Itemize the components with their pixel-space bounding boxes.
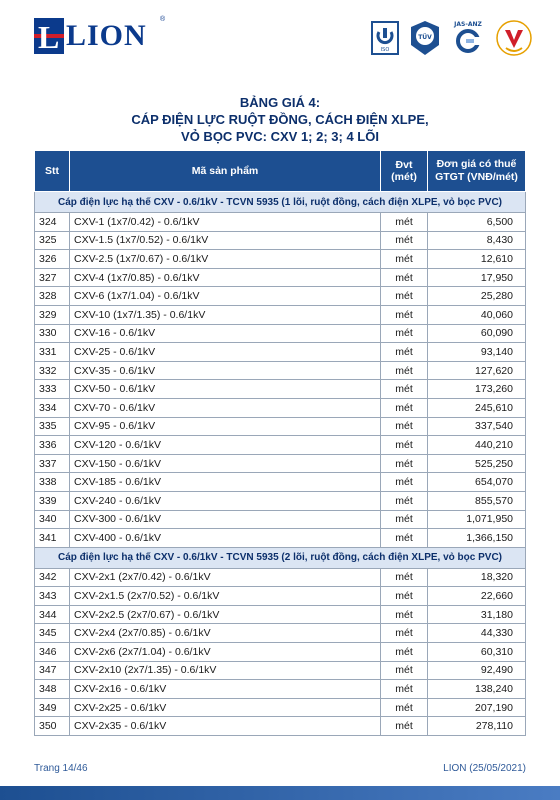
cell-price: 6,500 (428, 213, 526, 232)
cell-product-code: CXV-6 (1x7/1.04) - 0.6/1kV (70, 287, 381, 306)
cell-unit: mét (381, 231, 428, 250)
svg-text:TÜV: TÜV (418, 34, 432, 41)
cell-stt: 334 (35, 398, 70, 417)
cell-stt: 337 (35, 454, 70, 473)
cell-product-code: CXV-120 - 0.6/1kV (70, 436, 381, 455)
svg-text:JAS-ANZ: JAS-ANZ (454, 21, 482, 28)
table-group-row (35, 547, 526, 568)
cell-product-code: CXV-2x1 (2x7/0.42) - 0.6/1kV (70, 568, 381, 587)
cell-product-code: CXV-185 - 0.6/1kV (70, 473, 381, 492)
table-row (35, 398, 526, 417)
table-row (35, 605, 526, 624)
cell-price: 440,210 (428, 436, 526, 455)
table-row (35, 529, 526, 548)
cell-unit: mét (381, 587, 428, 606)
cell-price: 173,260 (428, 380, 526, 399)
certification-logos (368, 18, 534, 58)
cell-stt: 349 (35, 698, 70, 717)
cell-price: 25,280 (428, 287, 526, 306)
cell-product-code: CXV-35 - 0.6/1kV (70, 361, 381, 380)
table-row (35, 305, 526, 324)
table-row (35, 213, 526, 232)
cell-stt: 345 (35, 624, 70, 643)
cell-price: 18,320 (428, 568, 526, 587)
table-row (35, 380, 526, 399)
cell-unit: mét (381, 343, 428, 362)
cell-price: 60,310 (428, 643, 526, 662)
brand-logo (34, 18, 147, 54)
cell-product-code: CXV-400 - 0.6/1kV (70, 529, 381, 548)
page-footer (0, 757, 560, 800)
cell-stt: 341 (35, 529, 70, 548)
cell-product-code: CXV-2x35 - 0.6/1kV (70, 717, 381, 736)
cell-product-code: CXV-240 - 0.6/1kV (70, 491, 381, 510)
cell-price: 138,240 (428, 680, 526, 699)
cell-stt: 335 (35, 417, 70, 436)
table-row (35, 417, 526, 436)
table-row (35, 491, 526, 510)
header-price: Đơn giá có thuế GTGT (VNĐ/mét) (428, 151, 526, 192)
table-row (35, 473, 526, 492)
cell-stt: 338 (35, 473, 70, 492)
cell-unit: mét (381, 491, 428, 510)
cell-unit: mét (381, 324, 428, 343)
cell-unit: mét (381, 661, 428, 680)
cell-price: 855,570 (428, 491, 526, 510)
cell-unit: mét (381, 568, 428, 587)
cell-price: 92,490 (428, 661, 526, 680)
cell-product-code: CXV-2x25 - 0.6/1kV (70, 698, 381, 717)
cell-stt: 333 (35, 380, 70, 399)
table-row (35, 643, 526, 662)
cell-unit: mét (381, 398, 428, 417)
cell-unit: mét (381, 473, 428, 492)
cell-price: 60,090 (428, 324, 526, 343)
cell-price: 207,190 (428, 698, 526, 717)
cell-price: 40,060 (428, 305, 526, 324)
cell-product-code: CXV-2x2.5 (2x7/0.67) - 0.6/1kV (70, 605, 381, 624)
cell-price: 22,660 (428, 587, 526, 606)
group-title: Cáp điện lực hạ thế CXV - 0.6/1kV - TCVN 5935 (1 lõi, ruột đồng, cách điện XLPE, vỏ bọc PVC) (35, 192, 526, 213)
cell-unit: mét (381, 268, 428, 287)
title-line-2: CÁP ĐIỆN LỰC RUỘT ĐỒNG, CÁCH ĐIỆN XLPE, (131, 112, 429, 127)
table-row (35, 510, 526, 529)
cell-stt: 327 (35, 268, 70, 287)
cell-stt: 331 (35, 343, 70, 362)
table-row (35, 287, 526, 306)
tuv-cert-icon (408, 18, 442, 58)
table-row (35, 454, 526, 473)
cell-product-code: CXV-150 - 0.6/1kV (70, 454, 381, 473)
header-stt: Stt (35, 151, 70, 192)
cell-unit: mét (381, 717, 428, 736)
logo-mark-icon: L (34, 18, 64, 54)
cell-stt: 332 (35, 361, 70, 380)
price-table (34, 150, 526, 736)
cell-unit: mét (381, 680, 428, 699)
cell-price: 278,110 (428, 717, 526, 736)
cell-stt: 343 (35, 587, 70, 606)
cell-stt: 348 (35, 680, 70, 699)
jas-anz-cert-icon (448, 18, 488, 58)
cell-unit: mét (381, 361, 428, 380)
cell-unit: mét (381, 605, 428, 624)
cell-product-code: CXV-300 - 0.6/1kV (70, 510, 381, 529)
cell-price: 245,610 (428, 398, 526, 417)
cell-unit: mét (381, 624, 428, 643)
cell-unit: mét (381, 643, 428, 662)
registered-mark: ® (160, 16, 166, 23)
cell-unit: mét (381, 698, 428, 717)
cell-price: 12,610 (428, 250, 526, 269)
cell-product-code: CXV-2.5 (1x7/0.67) - 0.6/1kV (70, 250, 381, 269)
cell-stt: 328 (35, 287, 70, 306)
cell-stt: 347 (35, 661, 70, 680)
cell-stt: 342 (35, 568, 70, 587)
cell-stt: 329 (35, 305, 70, 324)
cell-product-code: CXV-4 (1x7/0.85) - 0.6/1kV (70, 268, 381, 287)
page-header (0, 0, 560, 70)
table-row (35, 624, 526, 643)
cell-stt: 346 (35, 643, 70, 662)
cell-stt: 339 (35, 491, 70, 510)
table-row (35, 698, 526, 717)
cell-stt: 340 (35, 510, 70, 529)
table-row (35, 268, 526, 287)
cell-product-code: CXV-2x16 - 0.6/1kV (70, 680, 381, 699)
svg-text:ISO: ISO (380, 47, 390, 53)
cell-product-code: CXV-2x4 (2x7/0.85) - 0.6/1kV (70, 624, 381, 643)
cell-unit: mét (381, 305, 428, 324)
cell-price: 1,071,950 (428, 510, 526, 529)
cell-unit: mét (381, 436, 428, 455)
cell-product-code: CXV-50 - 0.6/1kV (70, 380, 381, 399)
footer-band (0, 786, 560, 800)
cell-price: 44,330 (428, 624, 526, 643)
table-row (35, 231, 526, 250)
cell-stt: 325 (35, 231, 70, 250)
table-row (35, 324, 526, 343)
table-header-row (35, 151, 526, 192)
cell-price: 525,250 (428, 454, 526, 473)
cell-stt: 330 (35, 324, 70, 343)
table-group-row (35, 192, 526, 213)
cell-stt: 350 (35, 717, 70, 736)
table-row (35, 587, 526, 606)
cell-unit: mét (381, 213, 428, 232)
table-row (35, 680, 526, 699)
table-row (35, 250, 526, 269)
title-line-3: VỎ BỌC PVC: CXV 1; 2; 3; 4 LÕI (181, 129, 379, 144)
page-number: Trang 14/46 (34, 763, 88, 774)
cell-price: 8,430 (428, 231, 526, 250)
brand-name: LION (66, 19, 147, 52)
document-title (0, 94, 560, 145)
cell-product-code: CXV-2x6 (2x7/1.04) - 0.6/1kV (70, 643, 381, 662)
cell-price: 17,950 (428, 268, 526, 287)
cell-unit: mét (381, 529, 428, 548)
cell-unit: mét (381, 510, 428, 529)
cell-stt: 326 (35, 250, 70, 269)
table-row (35, 568, 526, 587)
cell-unit: mét (381, 380, 428, 399)
table-row (35, 361, 526, 380)
cell-unit: mét (381, 250, 428, 269)
table-row (35, 717, 526, 736)
table-row (35, 436, 526, 455)
footer-date: LION (25/05/2021) (443, 763, 526, 774)
cell-product-code: CXV-1.5 (1x7/0.52) - 0.6/1kV (70, 231, 381, 250)
header-unit: Đvt (mét) (381, 151, 428, 192)
cell-product-code: CXV-25 - 0.6/1kV (70, 343, 381, 362)
header-product-code: Mã sản phẩm (70, 151, 381, 192)
table-row (35, 343, 526, 362)
cell-product-code: CXV-16 - 0.6/1kV (70, 324, 381, 343)
cell-product-code: CXV-2x1.5 (2x7/0.52) - 0.6/1kV (70, 587, 381, 606)
cell-price: 337,540 (428, 417, 526, 436)
cell-stt: 324 (35, 213, 70, 232)
vietnam-quality-icon (494, 18, 534, 58)
cell-unit: mét (381, 287, 428, 306)
cell-product-code: CXV-70 - 0.6/1kV (70, 398, 381, 417)
cell-product-code: CXV-95 - 0.6/1kV (70, 417, 381, 436)
cell-unit: mét (381, 454, 428, 473)
cell-price: 127,620 (428, 361, 526, 380)
cell-stt: 344 (35, 605, 70, 624)
cell-product-code: CXV-10 (1x7/1.35) - 0.6/1kV (70, 305, 381, 324)
iso-cert-icon (368, 18, 402, 58)
cell-price: 654,070 (428, 473, 526, 492)
group-title: Cáp điện lực hạ thế CXV - 0.6/1kV - TCVN 5935 (2 lõi, ruột đồng, cách điện XLPE, vỏ bọc PVC) (35, 547, 526, 568)
cell-product-code: CXV-2x10 (2x7/1.35) - 0.6/1kV (70, 661, 381, 680)
cell-stt: 336 (35, 436, 70, 455)
table-row (35, 661, 526, 680)
cell-price: 93,140 (428, 343, 526, 362)
cell-price: 31,180 (428, 605, 526, 624)
title-line-1: BẢNG GIÁ 4: (239, 95, 321, 110)
cell-product-code: CXV-1 (1x7/0.42) - 0.6/1kV (70, 213, 381, 232)
cell-price: 1,366,150 (428, 529, 526, 548)
cell-unit: mét (381, 417, 428, 436)
